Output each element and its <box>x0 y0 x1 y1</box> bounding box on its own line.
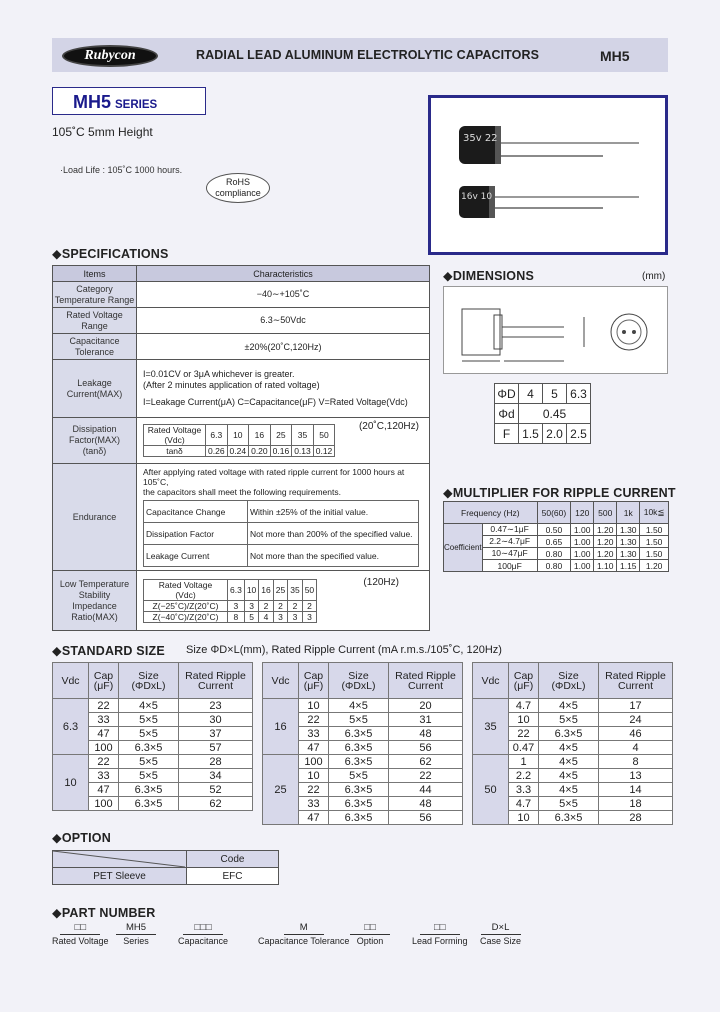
std-head-cell: Rated Ripple Current <box>179 663 253 699</box>
mult-cap: 2.2∼4.7μF <box>482 536 537 548</box>
std-vdc-cell: 16 <box>263 699 299 755</box>
std-cell: 31 <box>389 713 463 727</box>
std-head-cell: Size (ΦDxL) <box>119 663 179 699</box>
part-number-item <box>412 922 468 946</box>
part-number-item <box>258 922 349 946</box>
lt-voltage: 10 <box>244 579 258 600</box>
mult-value: 0.80 <box>537 560 571 572</box>
std-cell: 6.3×5 <box>539 727 599 741</box>
end-key: Capacitance Change <box>144 501 248 523</box>
spec-captol-value: ±20%(20˚C,120Hz) <box>137 334 430 360</box>
std-cell: 33 <box>299 797 329 811</box>
std-cell: 47 <box>89 783 119 797</box>
spec-captol-label: Capacitance Tolerance <box>53 334 137 360</box>
std-cell: 6.3×5 <box>329 727 389 741</box>
std-vdc-cell: 35 <box>473 699 509 755</box>
part-number-label: Rated Voltage <box>52 936 109 946</box>
mult-value: 1.20 <box>640 560 669 572</box>
std-cell: 1 <box>509 755 539 769</box>
spec-temp-value: −40∼+105˚C <box>137 282 430 308</box>
series-suffix: SERIES <box>115 99 158 111</box>
std-table-3-wrap <box>472 662 673 825</box>
spec-df-value <box>137 418 430 464</box>
lt-inner-table <box>143 579 317 623</box>
std-head-cell: Rated Ripple Current <box>599 663 673 699</box>
std-cell: 47 <box>299 741 329 755</box>
part-number-item <box>52 922 109 946</box>
std-cell: 24 <box>599 713 673 727</box>
lt-value: 3 <box>244 600 258 611</box>
part-number-item <box>480 922 521 946</box>
std-cell: 6.3×5 <box>329 783 389 797</box>
dimensions-title: ◆DIMENSIONS <box>443 269 534 283</box>
std-cell: 22 <box>89 699 119 713</box>
df-condition: (20˚C,120Hz) <box>358 421 419 432</box>
std-cell: 22 <box>509 727 539 741</box>
std-cell: 46 <box>599 727 673 741</box>
mult-freq: 1k <box>617 502 640 524</box>
std-cell: 18 <box>599 797 673 811</box>
std-cell: 5×5 <box>539 713 599 727</box>
std-cell: 52 <box>179 783 253 797</box>
mult-freq: 10k≦ <box>640 502 669 524</box>
mult-value: 1.00 <box>571 536 594 548</box>
mult-value: 0.65 <box>537 536 571 548</box>
capacitor-photo-svg <box>431 98 665 252</box>
lt-voltage: 6.3 <box>228 579 245 600</box>
std-cell: 62 <box>179 797 253 811</box>
std-cell: 5×5 <box>329 769 389 783</box>
lt-value: 3 <box>228 600 245 611</box>
part-number-code: □□ <box>350 922 390 935</box>
std-cell: 44 <box>389 783 463 797</box>
part-number-label: Lead Forming <box>412 936 468 946</box>
mult-value: 1.30 <box>617 536 640 548</box>
std-head-cell: Vdc <box>263 663 299 699</box>
df-label2: (tanδ) <box>82 446 107 456</box>
table-row <box>473 699 673 713</box>
df-voltage: 10 <box>227 425 249 446</box>
part-number-code: □□□ <box>183 922 223 935</box>
df-voltage: 6.3 <box>206 425 228 446</box>
dim-value: 5 <box>543 384 567 404</box>
end-key: Leakage Current <box>144 545 248 567</box>
std-cell: 4 <box>599 741 673 755</box>
std-head-cell: Size (ΦDxL) <box>539 663 599 699</box>
spec-lowtemp-label <box>53 571 137 631</box>
endurance-inner-table <box>143 500 419 567</box>
df-value: 0.16 <box>270 446 292 457</box>
capacitor-large <box>459 126 501 164</box>
lt-row2-label: Z(−40˚C)/Z(20˚C) <box>144 611 228 622</box>
lt-head: Rated Voltage (Vdc) <box>144 579 228 600</box>
leak-line3: I=Leakage Current(μA) C=Capacitance(μF) V=Rated Voltage(Vdc) <box>143 397 408 407</box>
df-value: 0.12 <box>313 446 335 457</box>
std-vdc-cell: 6.3 <box>53 699 89 755</box>
std-cell: 33 <box>89 713 119 727</box>
std-cell: 3.3 <box>509 783 539 797</box>
std-cell: 14 <box>599 783 673 797</box>
rubycon-logo: Rubycon <box>62 45 158 67</box>
part-number-code: MH5 <box>116 922 156 935</box>
part-number-title: ◆PART NUMBER <box>52 906 156 920</box>
mult-value: 1.50 <box>640 524 669 536</box>
mult-value: 1.20 <box>594 536 617 548</box>
part-number-code: M <box>284 922 324 935</box>
spec-leakage-value <box>137 360 430 418</box>
df-row-label: tanδ <box>144 446 206 457</box>
leak-line2: (After 2 minutes application of rated voltage) <box>143 380 320 390</box>
mult-value: 1.00 <box>571 548 594 560</box>
lt-row1-label: Z(−25˚C)/Z(20˚C) <box>144 600 228 611</box>
std-cell: 56 <box>389 741 463 755</box>
option-diagonal-cell <box>53 851 187 868</box>
capacitor-large-marking: 35v 22 <box>463 133 498 144</box>
part-number-label: Option <box>356 936 384 946</box>
std-cell: 10 <box>509 811 539 825</box>
std-cell: 17 <box>599 699 673 713</box>
mult-value: 0.80 <box>537 548 571 560</box>
std-vdc-cell: 10 <box>53 755 89 811</box>
mult-cap: 10∼47μF <box>482 548 537 560</box>
multiplier-title: ◆MULTIPLIER FOR RIPPLE CURRENT <box>443 486 676 500</box>
mult-freq-label: Frequency (Hz) <box>444 502 538 524</box>
std-cell: 6.3×5 <box>329 797 389 811</box>
part-number-item <box>178 922 228 946</box>
table-row <box>263 755 463 769</box>
df-voltage: 25 <box>270 425 292 446</box>
lt-label2: Impedance Ratio(MAX) <box>71 600 118 622</box>
std-cell: 4×5 <box>539 699 599 713</box>
spec-leakage-label: Leakage Current(MAX) <box>53 360 137 418</box>
lt-value: 3 <box>273 611 287 622</box>
df-value: 0.26 <box>206 446 228 457</box>
std-cell: 6.3×5 <box>539 811 599 825</box>
std-table-1-wrap <box>52 662 253 811</box>
lt-voltage: 16 <box>259 579 273 600</box>
std-cell: 22 <box>89 755 119 769</box>
std-cell: 56 <box>389 811 463 825</box>
end-val: Not more than the specified value. <box>248 545 419 567</box>
std-vdc-cell: 25 <box>263 755 299 825</box>
std-cell: 6.3×5 <box>329 741 389 755</box>
df-value: 0.24 <box>227 446 249 457</box>
lt-value: 2 <box>259 600 273 611</box>
std-head-cell: Size (ΦDxL) <box>329 663 389 699</box>
spec-endurance-label: Endurance <box>53 464 137 571</box>
dimensions-unit: (mm) <box>642 271 666 282</box>
spec-df-label <box>53 418 137 464</box>
mult-value: 1.20 <box>594 548 617 560</box>
std-cell: 6.3×5 <box>119 783 179 797</box>
dim-value: 2.5 <box>567 424 591 444</box>
std-cell: 4×5 <box>539 769 599 783</box>
df-value: 0.20 <box>249 446 271 457</box>
std-cell: 5×5 <box>119 713 179 727</box>
load-life-note: ·Load Life : 105˚C 1000 hours. <box>60 165 183 175</box>
std-vdc-cell: 50 <box>473 755 509 825</box>
std-cell: 57 <box>179 741 253 755</box>
df-label1: Dissipation Factor(MAX) <box>68 424 120 445</box>
std-cell: 5×5 <box>329 713 389 727</box>
rohs-line2: compliance <box>215 188 261 198</box>
dim-value: 0.45 <box>519 404 591 424</box>
dim-value: 2.0 <box>543 424 567 444</box>
mult-value: 1.30 <box>617 524 640 536</box>
std-cell: 28 <box>599 811 673 825</box>
lt-voltage: 50 <box>302 579 316 600</box>
spec-voltage-label: Rated Voltage Range <box>53 308 137 334</box>
part-number-item <box>116 922 156 946</box>
std-table-2-wrap <box>262 662 463 825</box>
mult-freq: 500 <box>594 502 617 524</box>
part-number-label: Capacitance Tolerance <box>258 936 350 946</box>
option-row-value: EFC <box>187 868 279 885</box>
lt-value: 5 <box>244 611 258 622</box>
std-cell: 23 <box>179 699 253 713</box>
dimension-drawing <box>443 286 668 374</box>
mult-coef-label: Coefficient <box>444 524 483 572</box>
std-head-cell: Cap (μF) <box>89 663 119 699</box>
std-cell: 33 <box>299 727 329 741</box>
std-cell: 48 <box>389 727 463 741</box>
part-number-code: □□ <box>420 922 460 935</box>
mult-value: 1.15 <box>617 560 640 572</box>
multiplier-table <box>443 501 669 572</box>
std-cell: 4×5 <box>119 699 179 713</box>
part-number-label: Case Size <box>480 936 522 946</box>
std-cell: 5×5 <box>119 755 179 769</box>
part-number-code: □□ <box>60 922 100 935</box>
std-cell: 5×5 <box>119 769 179 783</box>
std-cell: 6.3×5 <box>119 741 179 755</box>
mult-value: 1.20 <box>594 524 617 536</box>
lt-value: 4 <box>259 611 273 622</box>
std-cell: 34 <box>179 769 253 783</box>
spec-lowtemp-value <box>137 571 430 631</box>
std-cell: 100 <box>89 797 119 811</box>
dim-label: ΦD <box>495 384 519 404</box>
part-number-label: Capacitance <box>178 936 229 946</box>
std-cell: 4×5 <box>539 755 599 769</box>
df-value: 0.13 <box>292 446 314 457</box>
spec-head-characteristics: Characteristics <box>137 266 430 282</box>
capacitor-small-marking: 16v 10 <box>461 192 493 202</box>
std-cell: 5×5 <box>539 797 599 811</box>
std-cell: 6.3×5 <box>329 755 389 769</box>
specifications-title: ◆SPECIFICATIONS <box>52 247 169 261</box>
std-cell: 33 <box>89 769 119 783</box>
std-cell: 100 <box>89 741 119 755</box>
standard-size-table-2 <box>262 662 463 825</box>
end-note1: After applying rated voltage with rated ripple current for 1000 hours at 105˚C, <box>143 467 405 487</box>
df-voltage: 16 <box>249 425 271 446</box>
std-head-cell: Vdc <box>53 663 89 699</box>
spec-endurance-value <box>137 464 430 571</box>
std-cell: 5×5 <box>119 727 179 741</box>
std-cell: 2.2 <box>509 769 539 783</box>
leak-line1: I=0.01CV or 3μA whichever is greater. <box>143 369 295 379</box>
lt-voltage: 35 <box>288 579 302 600</box>
std-cell: 62 <box>389 755 463 769</box>
lt-value: 3 <box>302 611 316 622</box>
df-voltage: 50 <box>313 425 335 446</box>
part-number-item <box>350 922 390 946</box>
part-number-label: Series <box>123 936 149 946</box>
df-head: Rated Voltage (Vdc) <box>144 425 206 446</box>
df-inner-table <box>143 424 335 457</box>
std-cell: 6.3×5 <box>329 811 389 825</box>
series-name: MH5 <box>73 92 112 112</box>
dim-value: 6.3 <box>567 384 591 404</box>
table-row <box>53 699 253 713</box>
mult-value: 1.10 <box>594 560 617 572</box>
rohs-line1: RoHS <box>225 177 250 187</box>
option-title: ◆OPTION <box>52 831 111 845</box>
spec-temp-label: Category Temperature Range <box>53 282 137 308</box>
std-cell: 10 <box>299 699 329 713</box>
document-title: RADIAL LEAD ALUMINUM ELECTROLYTIC CAPACITORS <box>196 48 540 62</box>
mult-cap: 100μF <box>482 560 537 572</box>
std-cell: 22 <box>299 783 329 797</box>
end-note2: the capacitors shall meet the following requirements. <box>143 487 341 497</box>
part-number-code: D×L <box>481 922 521 935</box>
std-cell: 4.7 <box>509 797 539 811</box>
std-cell: 0.47 <box>509 741 539 755</box>
std-cell: 4×5 <box>539 783 599 797</box>
mult-freq: 50(60) <box>537 502 571 524</box>
std-cell: 30 <box>179 713 253 727</box>
std-cell: 4×5 <box>329 699 389 713</box>
table-row <box>473 755 673 769</box>
dim-label: F <box>495 424 519 444</box>
option-table <box>52 850 279 885</box>
end-key: Dissipation Factor <box>144 523 248 545</box>
dimensions-table <box>494 383 591 444</box>
df-voltage: 35 <box>292 425 314 446</box>
mult-freq: 120 <box>571 502 594 524</box>
option-row-label: PET Sleeve <box>53 868 187 885</box>
mult-value: 0.50 <box>537 524 571 536</box>
mult-value: 1.50 <box>640 548 669 560</box>
std-cell: 10 <box>299 769 329 783</box>
dimension-drawing-svg <box>444 287 667 373</box>
mult-value: 1.00 <box>571 560 594 572</box>
table-row <box>263 699 463 713</box>
std-head-cell: Cap (μF) <box>509 663 539 699</box>
std-cell: 20 <box>389 699 463 713</box>
dim-value: 1.5 <box>519 424 543 444</box>
mult-value: 1.50 <box>640 536 669 548</box>
mult-value: 1.00 <box>571 524 594 536</box>
std-cell: 22 <box>389 769 463 783</box>
lt-value: 8 <box>228 611 245 622</box>
std-head-cell: Cap (μF) <box>299 663 329 699</box>
series-box <box>52 87 206 115</box>
standard-size-subtitle: Size ΦD×L(mm), Rated Ripple Current (mA r.m.s./105˚C, 120Hz) <box>186 644 502 656</box>
mult-cap: 0.47∼1μF <box>482 524 537 536</box>
std-cell: 48 <box>389 797 463 811</box>
std-head-cell: Rated Ripple Current <box>389 663 463 699</box>
product-photo <box>428 95 668 255</box>
std-cell: 100 <box>299 755 329 769</box>
rohs-badge <box>206 173 270 203</box>
table-row <box>53 755 253 769</box>
std-cell: 4×5 <box>539 741 599 755</box>
lt-condition: (120Hz) <box>363 577 399 588</box>
standard-size-title: ◆STANDARD SIZE <box>52 644 165 658</box>
dim-value: 4 <box>519 384 543 404</box>
lt-voltage: 25 <box>273 579 287 600</box>
lt-value: 2 <box>288 600 302 611</box>
lt-value: 2 <box>302 600 316 611</box>
std-cell: 47 <box>89 727 119 741</box>
dim-label: Φd <box>495 404 519 424</box>
std-cell: 6.3×5 <box>119 797 179 811</box>
spec-head-items: Items <box>53 266 137 282</box>
specifications-table <box>52 265 430 631</box>
diagonal-line <box>53 851 185 867</box>
std-cell: 47 <box>299 811 329 825</box>
option-code-head: Code <box>187 851 279 868</box>
std-cell: 13 <box>599 769 673 783</box>
lt-value: 3 <box>288 611 302 622</box>
std-head-cell: Vdc <box>473 663 509 699</box>
series-subtitle: 105˚C 5mm Height <box>52 125 153 139</box>
std-cell: 8 <box>599 755 673 769</box>
std-cell: 10 <box>509 713 539 727</box>
mult-value: 1.30 <box>617 548 640 560</box>
series-code: MH5 <box>600 48 630 64</box>
lt-value: 2 <box>273 600 287 611</box>
spec-voltage-value: 6.3∼50Vdc <box>137 308 430 334</box>
standard-size-table-1 <box>52 662 253 811</box>
std-cell: 4.7 <box>509 699 539 713</box>
std-cell: 22 <box>299 713 329 727</box>
std-cell: 37 <box>179 727 253 741</box>
end-val: Within ±25% of the initial value. <box>248 501 419 523</box>
lt-label1: Low Temperature Stability <box>59 578 130 600</box>
std-cell: 28 <box>179 755 253 769</box>
standard-size-table-3 <box>472 662 673 825</box>
end-val: Not more than 200% of the specified value. <box>248 523 419 545</box>
